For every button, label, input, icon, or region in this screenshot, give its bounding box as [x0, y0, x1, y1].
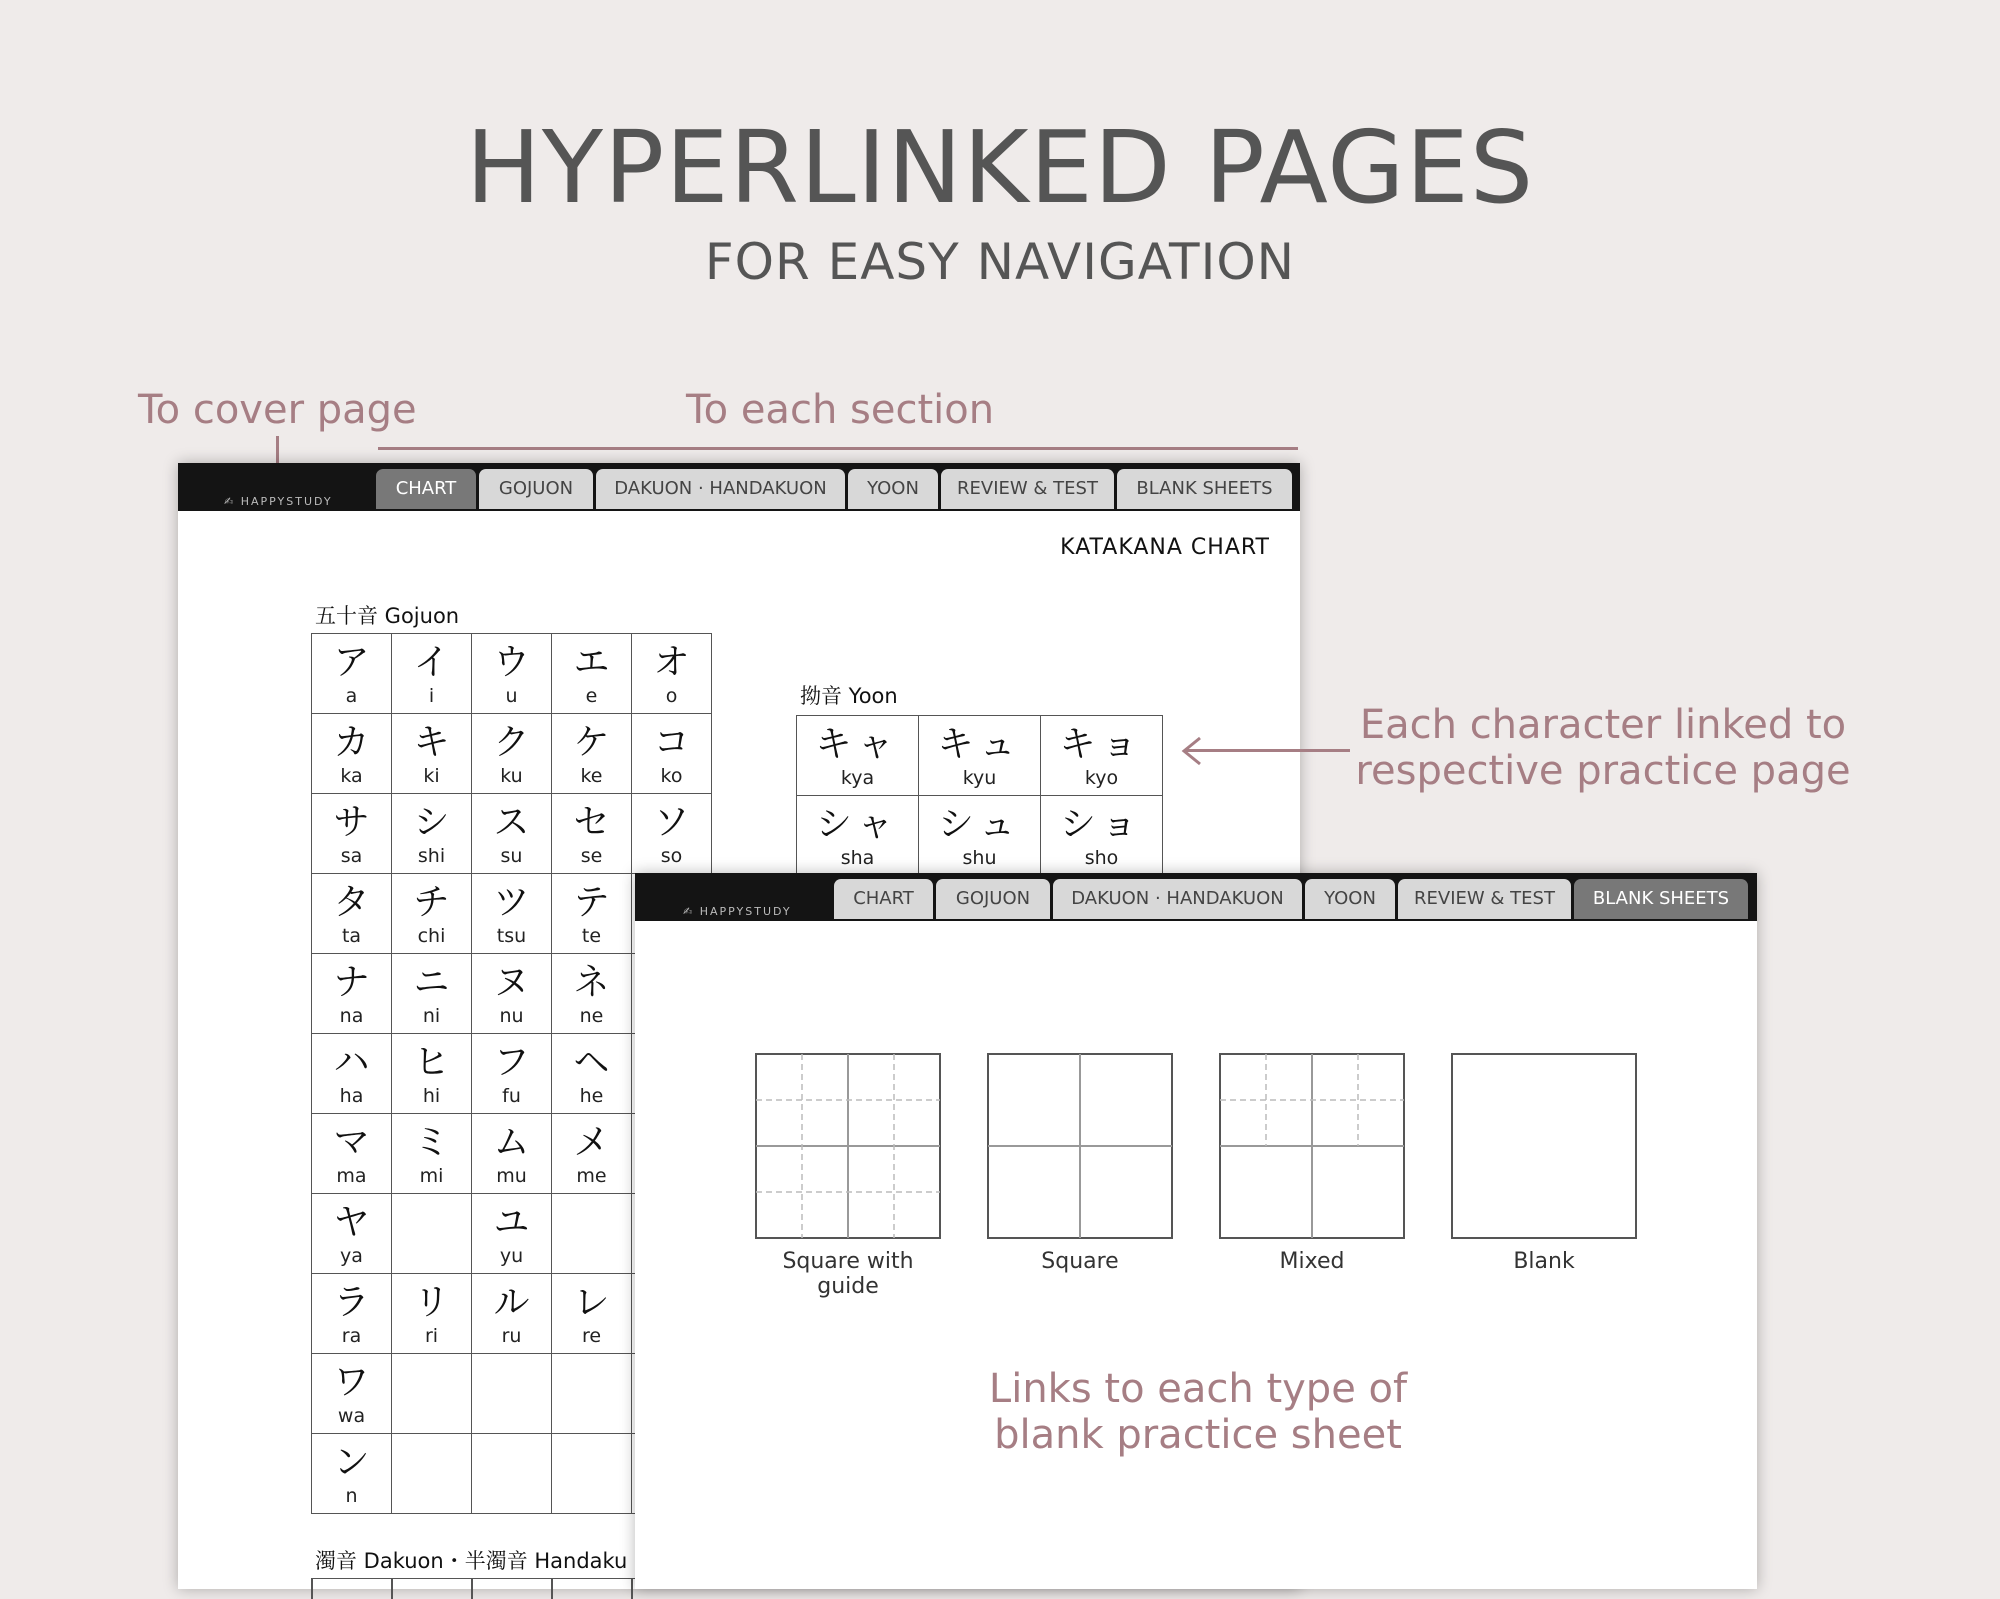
kana-character: ユ	[493, 1202, 530, 1243]
kana-romaji: ra	[341, 1325, 362, 1347]
kana-character: ク	[493, 722, 530, 763]
kana-cell-ni[interactable]	[392, 954, 472, 1034]
kana-cell-ya[interactable]	[312, 1194, 392, 1274]
kana-cell-a[interactable]	[312, 634, 392, 714]
kana-character: ヤ	[333, 1202, 370, 1243]
kana-cell-kyu[interactable]	[919, 716, 1041, 796]
kana-romaji: mi	[419, 1165, 444, 1187]
kana-character: カ	[333, 722, 370, 763]
kana-romaji: mu	[496, 1165, 527, 1187]
kana-romaji: sha	[840, 847, 875, 869]
empty-cell	[552, 1194, 632, 1274]
subheadline: FOR EASY NAVIGATION	[704, 233, 1296, 291]
kana-character: ヒ	[413, 1042, 450, 1083]
kana-romaji: tsu	[496, 925, 527, 947]
tab-yoon[interactable]: YOON	[1305, 879, 1395, 919]
yoon-table	[796, 715, 1163, 876]
empty-cell	[472, 1434, 552, 1514]
tab-gojuon[interactable]: GOJUON	[936, 879, 1050, 919]
kana-romaji: kya	[840, 767, 875, 789]
mixed-grid-icon	[1219, 1053, 1405, 1239]
blank-sheets-page	[635, 873, 1757, 1589]
kana-romaji: ha	[339, 1085, 364, 1107]
kana-romaji: sho	[1084, 847, 1119, 869]
kana-character: ウ	[493, 642, 530, 683]
happystudy-logo[interactable]: ✍ HAPPYSTUDY	[683, 905, 792, 918]
kana-cell-nu[interactable]	[472, 954, 552, 1034]
kana-romaji: u	[505, 685, 518, 707]
kana-character: ワ	[333, 1362, 370, 1403]
kana-character: ス	[493, 802, 530, 843]
kana-row	[312, 794, 712, 874]
kana-cell-kyo[interactable]	[1041, 716, 1163, 796]
pen-icon: ✍	[683, 905, 700, 918]
top-navigation-bar	[635, 873, 1757, 921]
kana-romaji: su	[500, 845, 523, 867]
kana-character: ネ	[573, 962, 610, 1003]
kana-romaji: chi	[417, 925, 446, 947]
kana-cell-ha[interactable]	[312, 1034, 392, 1114]
kana-romaji: te	[581, 925, 602, 947]
kana-character: ケ	[573, 722, 610, 763]
section-tabs	[834, 879, 1751, 919]
tab-chart[interactable]: CHART	[376, 469, 476, 509]
square-grid-icon	[987, 1053, 1173, 1239]
kana-cell-ma[interactable]	[312, 1114, 392, 1194]
kana-cell-re[interactable]	[552, 1274, 632, 1354]
kana-character: ハ	[333, 1042, 370, 1083]
kana-romaji: ki	[423, 765, 440, 787]
kana-romaji: hi	[422, 1085, 441, 1107]
kana-cell-ke[interactable]	[552, 714, 632, 794]
kana-character: ニ	[413, 962, 450, 1003]
kana-character: ア	[333, 642, 370, 683]
kana-character: ル	[493, 1282, 530, 1323]
kana-character: テ	[573, 882, 610, 923]
kana-romaji: ta	[341, 925, 362, 947]
kana-cell-mu[interactable]	[472, 1114, 552, 1194]
kana-romaji: ko	[660, 765, 683, 787]
empty-cell	[392, 1354, 472, 1434]
kana-cell-tsu[interactable]	[472, 874, 552, 954]
kana-row	[312, 714, 712, 794]
dakuon-section-title: 濁音 Dakuon・半濁音 Handaku	[315, 1549, 628, 1573]
kana-character: チ	[413, 882, 450, 923]
kana-character: キュ	[937, 724, 1022, 765]
kana-cell-wa[interactable]	[312, 1354, 392, 1434]
kana-character: シャ	[815, 804, 900, 845]
top-navigation-bar	[178, 463, 1300, 511]
kana-cell-he[interactable]	[552, 1034, 632, 1114]
tab-blank-sheets[interactable]: BLANK SHEETS	[1117, 469, 1292, 509]
kana-romaji: fu	[502, 1085, 521, 1107]
kana-romaji: ni	[422, 1005, 441, 1027]
kana-cell-ka[interactable]	[312, 714, 392, 794]
kana-cell-sa[interactable]	[312, 794, 392, 874]
kana-character: キャ	[815, 724, 900, 765]
kana-cell-n[interactable]	[312, 1434, 392, 1514]
kana-cell-e[interactable]	[552, 634, 632, 714]
sheet-blank[interactable]	[1451, 1053, 1637, 1274]
kana-romaji: ka	[340, 765, 363, 787]
empty-cell	[472, 1354, 552, 1434]
kana-character: ツ	[493, 882, 530, 923]
kana-cell-shi[interactable]	[392, 794, 472, 874]
sheet-label: Blank	[1513, 1249, 1575, 1274]
kana-cell-sha[interactable]	[797, 796, 919, 876]
kana-cell-ne[interactable]	[552, 954, 632, 1034]
kana-romaji: a	[345, 685, 358, 707]
kana-cell-te[interactable]	[552, 874, 632, 954]
kana-character: オ	[653, 642, 690, 683]
annotation-blank-sheet-links: Links to each type of blank practice sheet	[988, 1366, 1408, 1458]
kana-romaji: so	[660, 845, 683, 867]
kana-character: ショ	[1059, 804, 1144, 845]
kana-romaji: i	[428, 685, 435, 707]
blank-grid-icon	[1451, 1053, 1637, 1239]
kana-romaji: na	[339, 1005, 364, 1027]
kana-romaji: me	[576, 1165, 607, 1187]
character-arrow-head-icon	[1180, 735, 1204, 767]
kana-character: ミ	[413, 1122, 450, 1163]
kana-cell-ra[interactable]	[312, 1274, 392, 1354]
sheet-label: Mixed	[1279, 1249, 1345, 1274]
kana-character: エ	[573, 642, 610, 683]
yoon-section-title: 拗音 Yoon	[800, 684, 898, 708]
kana-character: キ	[413, 722, 450, 763]
pen-icon: ✍	[224, 495, 241, 508]
tab-chart[interactable]: CHART	[834, 879, 933, 919]
sheet-label: Square with guide	[782, 1249, 914, 1299]
kana-character: シ	[413, 802, 450, 843]
kana-romaji: ri	[424, 1325, 439, 1347]
kana-romaji: ku	[500, 765, 523, 787]
sheet-square[interactable]	[987, 1053, 1173, 1274]
kana-cell-i[interactable]	[392, 634, 472, 714]
kana-romaji: o	[665, 685, 678, 707]
kana-character: シュ	[937, 804, 1022, 845]
annotation-each-section: To each section	[686, 387, 995, 433]
empty-cell	[552, 1354, 632, 1434]
empty-cell	[552, 1434, 632, 1514]
kana-cell-mi[interactable]	[392, 1114, 472, 1194]
kana-romaji: n	[345, 1485, 358, 1507]
kana-cell-chi[interactable]	[392, 874, 472, 954]
kana-character: ム	[493, 1122, 530, 1163]
kana-character: ン	[333, 1442, 370, 1483]
kana-cell-hi[interactable]	[392, 1034, 472, 1114]
kana-cell-ri[interactable]	[392, 1274, 472, 1354]
kana-romaji: wa	[337, 1405, 366, 1427]
kana-romaji: kyo	[1084, 767, 1119, 789]
kana-character: マ	[333, 1122, 370, 1163]
empty-cell	[392, 1194, 472, 1274]
kana-cell-ku[interactable]	[472, 714, 552, 794]
kana-character: イ	[413, 642, 450, 683]
kana-romaji: shu	[962, 847, 997, 869]
headline: HYPERLINKED PAGES	[465, 109, 1535, 226]
tab-review-test[interactable]: REVIEW & TEST	[1398, 879, 1571, 919]
kana-romaji: he	[579, 1085, 604, 1107]
kana-character: ヌ	[493, 962, 530, 1003]
kana-cell-u[interactable]	[472, 634, 552, 714]
kana-character: コ	[653, 722, 690, 763]
kana-cell-o[interactable]	[632, 634, 712, 714]
kana-character: ヘ	[573, 1042, 610, 1083]
kana-cell-ko[interactable]	[632, 714, 712, 794]
tab-dakuon-handakuon[interactable]: DAKUON · HANDAKUON	[596, 469, 845, 509]
tab-blank-sheets[interactable]: BLANK SHEETS	[1574, 879, 1748, 919]
kana-romaji: sa	[340, 845, 363, 867]
kana-character: フ	[493, 1042, 530, 1083]
kana-character: ナ	[333, 962, 370, 1003]
empty-cell	[392, 1434, 472, 1514]
kana-character: セ	[573, 802, 610, 843]
kana-character: メ	[573, 1122, 610, 1163]
kana-row	[797, 796, 1163, 876]
kana-romaji: e	[585, 685, 598, 707]
tab-review-test[interactable]: REVIEW & TEST	[941, 469, 1114, 509]
kana-romaji: re	[581, 1325, 602, 1347]
kana-character: ソ	[653, 802, 690, 843]
kana-row	[312, 634, 712, 714]
kana-cell-ta[interactable]	[312, 874, 392, 954]
kana-romaji: ke	[580, 765, 603, 787]
kana-romaji: yu	[499, 1245, 524, 1267]
kana-character: ラ	[333, 1282, 370, 1323]
kana-cell-shu[interactable]	[919, 796, 1041, 876]
happystudy-logo[interactable]: ✍ HAPPYSTUDY	[224, 495, 333, 508]
kana-cell-yu[interactable]	[472, 1194, 552, 1274]
kana-romaji: ne	[579, 1005, 604, 1027]
annotation-character-links: Each character linked to respective practice page	[1355, 702, 1851, 794]
tab-gojuon[interactable]: GOJUON	[479, 469, 593, 509]
kana-character: サ	[333, 802, 370, 843]
kana-romaji: kyu	[962, 767, 997, 789]
kana-romaji: ma	[336, 1165, 367, 1187]
tab-dakuon-handakuon[interactable]: DAKUON · HANDAKUON	[1053, 879, 1302, 919]
sheet-label: Square	[1041, 1249, 1119, 1274]
character-arrow-shaft	[1186, 749, 1350, 752]
kana-character: リ	[413, 1282, 450, 1323]
kana-cell-fu[interactable]	[472, 1034, 552, 1114]
kana-cell-ki[interactable]	[392, 714, 472, 794]
section-tabs	[376, 469, 1295, 509]
kana-cell-na[interactable]	[312, 954, 392, 1034]
square-with-guide-grid-icon	[755, 1053, 941, 1239]
kana-romaji: nu	[499, 1005, 524, 1027]
kana-cell-me[interactable]	[552, 1114, 632, 1194]
kana-character: レ	[573, 1282, 610, 1323]
kana-character: キョ	[1059, 724, 1144, 765]
section-underline	[378, 447, 1298, 450]
gojuon-section-title: 五十音 Gojuon	[315, 604, 460, 628]
kana-romaji: ya	[340, 1245, 363, 1267]
kana-cell-ru[interactable]	[472, 1274, 552, 1354]
kana-cell-sho[interactable]	[1041, 796, 1163, 876]
page-title: KATAKANA CHART	[1060, 535, 1270, 560]
sheet-square-with-guide[interactable]	[755, 1053, 941, 1299]
kana-cell-se[interactable]	[552, 794, 632, 874]
kana-cell-kya[interactable]	[797, 716, 919, 796]
kana-romaji: shi	[417, 845, 446, 867]
sheet-mixed[interactable]	[1219, 1053, 1405, 1274]
kana-character: タ	[333, 882, 370, 923]
kana-cell-so[interactable]	[632, 794, 712, 874]
annotation-cover-page: To cover page	[138, 387, 417, 433]
kana-row	[797, 716, 1163, 796]
kana-cell-su[interactable]	[472, 794, 552, 874]
tab-yoon[interactable]: YOON	[848, 469, 938, 509]
kana-romaji: ru	[501, 1325, 522, 1347]
kana-romaji: se	[580, 845, 603, 867]
